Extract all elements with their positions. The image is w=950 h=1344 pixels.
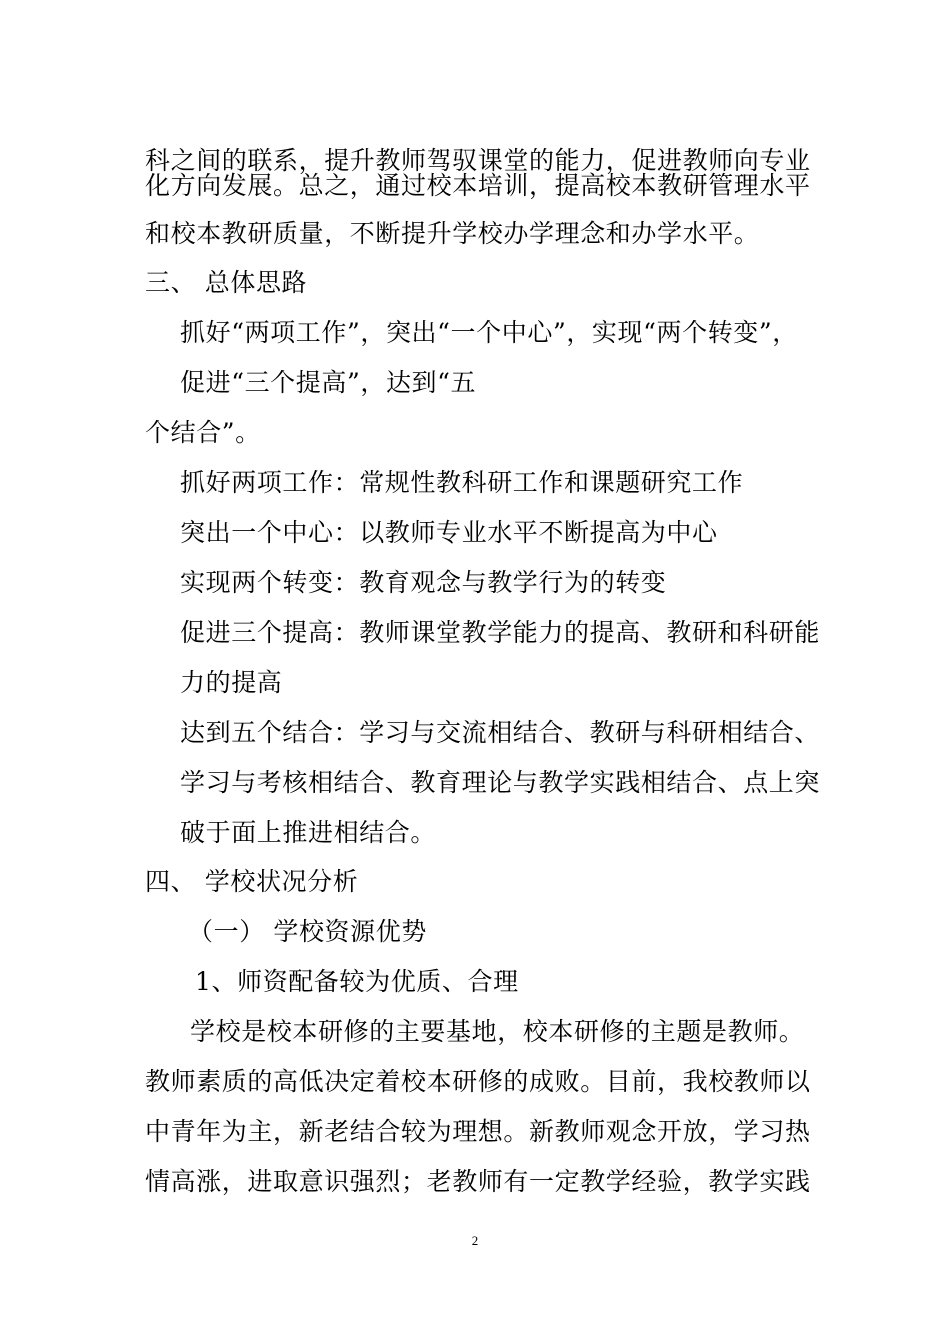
subsection-heading-1: （一） 学校资源优势 xyxy=(188,917,427,946)
body-line-11: 促进三个提高：教师课堂教学能力的提高、教研和科研能 xyxy=(180,618,821,647)
body-line-10: 实现两个转变：教育观念与教学行为的转变 xyxy=(180,568,667,597)
body-line-7: 个结合”。 xyxy=(145,418,261,447)
body-line-9: 突出一个中心：以教师专业水平不断提高为中心 xyxy=(180,518,718,547)
body-line-2: 化方向发展。总之，通过校本培训，提高校本教研管理水平 xyxy=(145,171,811,200)
body-line-20: 教师素质的高低决定着校本研修的成败。目前，我校教师以 xyxy=(145,1067,811,1096)
body-line-3: 和校本教研质量，不断提升学校办学理念和办学水平。 xyxy=(145,219,760,248)
body-line-6: 促进“三个提高”，达到“五 xyxy=(180,368,477,397)
body-line-1: 科之间的联系，提升教师驾驭课堂的能力，促进教师向专业 xyxy=(145,146,811,175)
body-line-14: 学习与考核相结合、教育理论与教学实践相结合、点上突 xyxy=(180,768,821,797)
page-number: 2 xyxy=(471,1233,479,1248)
body-line-8: 抓好两项工作：常规性教科研工作和课题研究工作 xyxy=(180,468,744,497)
body-line-22: 情高涨，进取意识强烈；老教师有一定教学经验，教学实践 xyxy=(145,1167,811,1196)
body-line-19: 学校是校本研修的主要基地，校本研修的主题是教师。 xyxy=(190,1017,805,1046)
body-line-12: 力的提高 xyxy=(180,668,283,697)
body-line-13: 达到五个结合：学习与交流相结合、教研与科研相结合、 xyxy=(180,718,821,747)
body-line-21: 中青年为主，新老结合较为理想。新教师观念开放，学习热 xyxy=(145,1117,811,1146)
item-heading-1: 1、师资配备较为优质、合理 xyxy=(195,967,519,996)
section-heading-3: 三、 总体思路 xyxy=(145,268,308,297)
body-line-5: 抓好“两项工作”，突出“一个中心”，实现“两个转变”， xyxy=(180,318,798,347)
section-heading-4: 四、 学校状况分析 xyxy=(145,867,359,896)
body-line-15: 破于面上推进相结合。 xyxy=(180,818,437,847)
